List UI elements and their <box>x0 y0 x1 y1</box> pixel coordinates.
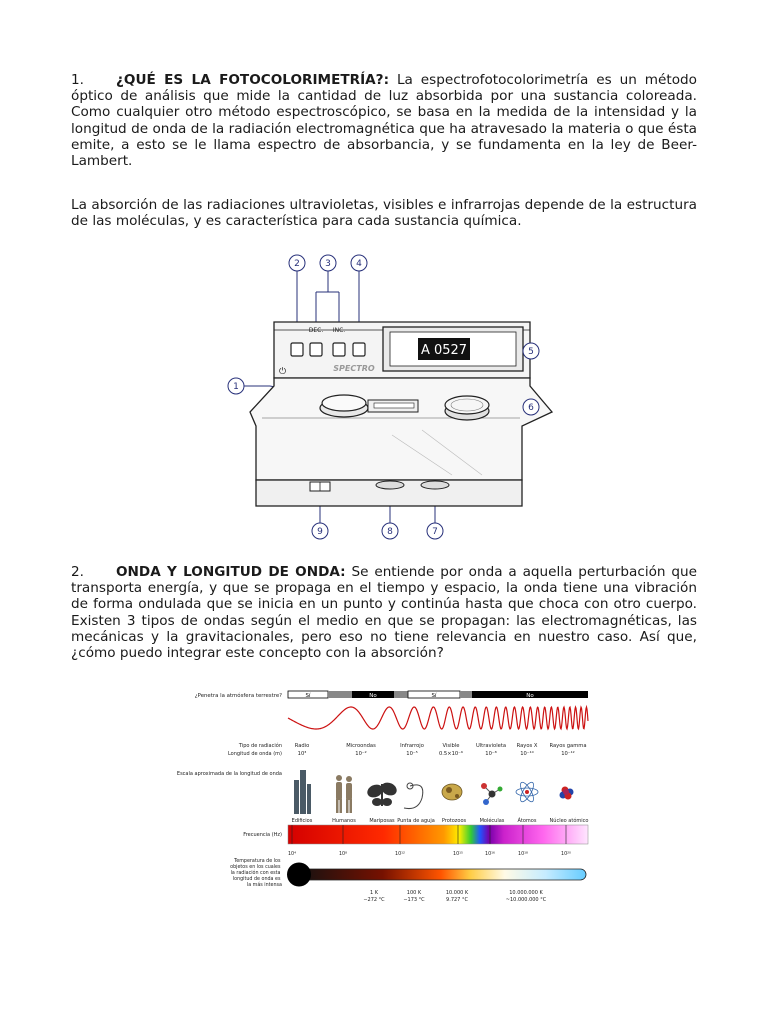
scale-item-butterflies: Mariposas <box>369 818 395 824</box>
atmosphere-value-4: No <box>526 692 534 699</box>
scale-item-humans: Humanos <box>332 818 356 824</box>
frequency-tick-2: 10⁸ <box>338 852 348 857</box>
callout-8: 8 <box>387 527 393 537</box>
frequency-tick-6: 10¹⁸ <box>518 852 528 857</box>
temperature-c-2: −173 °C <box>403 897 425 903</box>
human-icon <box>336 775 352 813</box>
atmosphere-value-2: No <box>369 692 377 699</box>
callout-7: 7 <box>432 527 438 537</box>
atmosphere-value-1: Sí <box>305 692 311 699</box>
dec-button-label: DEC. <box>308 327 324 334</box>
scale-item-buildings: Edificios <box>291 818 313 824</box>
wave-line <box>288 707 588 729</box>
inc-button-label: INC. <box>332 327 346 334</box>
scale-item-needle: Punta de aguja <box>397 818 435 824</box>
button-2 <box>291 343 303 356</box>
frequency-tick-3: 10¹² <box>395 852 405 857</box>
wavelength-gamma: 10⁻¹² <box>561 751 575 757</box>
protozoa-icon <box>442 784 462 800</box>
scale-item-nucleus: Núcleo atómico <box>549 818 589 824</box>
em-spectrum-figure <box>176 686 596 908</box>
section-2-heading: ONDA Y LONGITUD DE ONDA: <box>116 564 346 580</box>
brand-logo: SPECTRO <box>333 364 375 373</box>
temperature-c-4: ~10.000.000 °C <box>505 897 547 903</box>
frequency-bar <box>288 825 588 844</box>
callout-9: 9 <box>317 527 323 537</box>
temperature-k-4: 10.000.000 K <box>509 890 543 896</box>
radiation-type-xray: Rayos X <box>516 743 538 749</box>
section-1-number: 1. <box>71 72 84 88</box>
wavelength-visible: 0.5×10⁻⁶ <box>438 751 464 757</box>
molecule-icon <box>481 783 503 805</box>
temperature-k-3: 10.000 K <box>445 890 469 896</box>
frequency-tick-1: 10⁴ <box>287 852 297 857</box>
atmosphere-label: ¿Penetra la atmósfera terrestre? <box>194 693 282 699</box>
atom-icon <box>516 780 538 803</box>
wavelength-radio: 10³ <box>297 751 307 757</box>
button-4 <box>353 343 365 356</box>
scale-item-molecules: Moléculas <box>479 818 505 824</box>
temperature-k-2: 100 K <box>406 890 422 896</box>
dec-button <box>310 343 322 356</box>
radiation-type-label: Tipo de radiación <box>238 743 282 749</box>
section-2-number: 2. <box>71 564 84 580</box>
section-1-paragraph <box>71 72 697 169</box>
radiation-type-microwave: Microondas <box>346 743 376 749</box>
callout-3: 3 <box>325 259 331 269</box>
frequency-label: Frecuencia (Hz) <box>243 832 282 838</box>
frequency-tick-7: 10²⁰ <box>561 852 571 857</box>
thermometer-bulb <box>287 863 311 887</box>
frequency-tick-5: 10¹⁶ <box>485 852 495 857</box>
temperature-label: Temperatura de los objetos en los cuales la radiación con esta longitud de onda es la más intensa <box>230 859 282 888</box>
scale-item-protozoa: Protozoos <box>441 818 467 824</box>
scale-label: Escala aproximada de la longitud de onda <box>176 771 282 777</box>
radiation-type-ultraviolet: Ultravioleta <box>475 743 507 749</box>
absorption-paragraph: La absorción de las radiaciones ultravioletas, visibles e infrarrojas depende de la estructura de las moléculas, y es característica para cada sustancia química. <box>71 197 697 230</box>
section-1-body: La espectrofotocolorimetría es un método óptico de análisis que mide la cantidad de luz absorbida por una sustancia coloreada. Como cualquier otro método espectroscópico, se basa en la medida de la intensidad y la longitud de onda de la radiación electromagnética que ha atravesado la materia o que ésta emite, a esto se le llama espectro de absorbancia, y se fundamenta en la ley de Beer-Lambert. <box>71 72 697 170</box>
temperature-c-1: −272 °C <box>363 897 385 903</box>
radiation-type-visible: Visible <box>442 743 460 749</box>
display-readout: A 0527 <box>420 343 468 358</box>
butterfly-icon <box>365 780 399 806</box>
callout-5: 5 <box>528 347 534 357</box>
frequency-tick-4: 10¹⁵ <box>453 852 463 857</box>
callout-4: 4 <box>356 259 362 269</box>
wavelength-microwave: 10⁻² <box>355 751 367 757</box>
wavelength-label: Longitud de onda (m) <box>227 751 282 757</box>
nucleus-icon <box>560 787 574 800</box>
section-2-body: Se entiende por onda a aquella perturbación que transporta energía, y que se propaga en el tiempo y espacio, la onda tiene una vibración de forma ondulada que se inicia en un punto y continúa hasta que choca con otro cuerpo. Existen 3 tipos de ondas según el medio en que se propagan: las electromagnéticas, las mecánicas y la gravitacionales, pero eso no tiene relevancia en nuestro caso. Así que, ¿cómo puedo integrar este concepto con la absorción? <box>71 564 698 662</box>
temperature-k-1: 1 K <box>369 890 379 896</box>
atmosphere-value-3: Sí <box>431 692 437 699</box>
temperature-bar <box>296 869 586 880</box>
building-icon <box>294 770 311 814</box>
callout-6: 6 <box>528 403 534 413</box>
wavelength-infrared: 10⁻⁵ <box>406 751 418 757</box>
radiation-type-gamma: Rayos gamma <box>549 743 587 749</box>
wavelength-xray: 10⁻¹⁰ <box>520 751 534 757</box>
wavelength-ultraviolet: 10⁻⁸ <box>485 751 497 757</box>
callout-1: 1 <box>233 382 239 392</box>
needle-icon <box>404 783 423 809</box>
callout-2: 2 <box>294 259 300 269</box>
inc-button <box>333 343 345 356</box>
temperature-c-3: 9.727 °C <box>446 897 468 903</box>
scale-item-atoms: Átomos <box>517 818 537 824</box>
spectrophotometer-figure <box>222 250 552 545</box>
section-1-heading: ¿QUÉ ES LA FOTOCOLORIMETRÍA?: <box>116 72 390 88</box>
power-icon: ⏻ <box>279 367 287 377</box>
radiation-type-radio: Radio <box>294 743 310 749</box>
section-2-paragraph <box>71 564 697 661</box>
radiation-type-infrared: Infrarrojo <box>400 743 424 749</box>
